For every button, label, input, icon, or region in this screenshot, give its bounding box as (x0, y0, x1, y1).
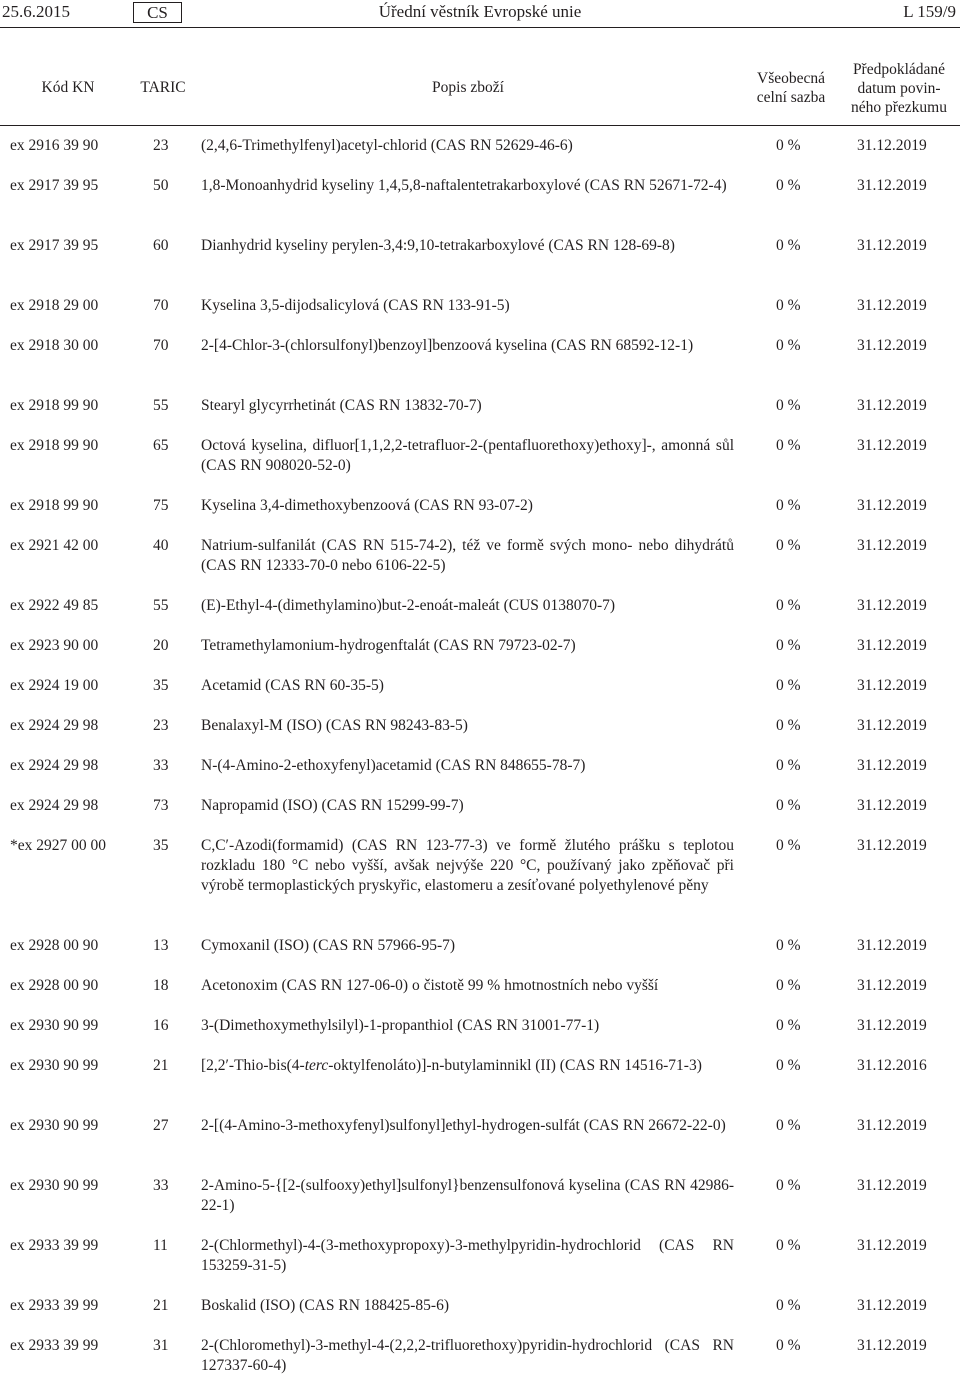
table-row (0, 1228, 960, 1288)
table-row (0, 488, 960, 528)
duty-rate-cell: 0 % (776, 297, 801, 314)
column-header-date-line: datum povin- (857, 80, 941, 97)
review-date-cell: 31.12.2019 (857, 1237, 927, 1254)
description-cell: Cymoxanil (ISO) (CAS RN 57966-95-7) (201, 937, 456, 954)
column-header-kn: Kód KN (41, 79, 95, 96)
duty-rate-cell: 0 % (776, 977, 801, 994)
page-header (0, 0, 960, 26)
review-date-cell: 31.12.2019 (857, 837, 927, 854)
taric-code-cell: 35 (153, 677, 169, 694)
taric-code-cell: 55 (153, 597, 169, 614)
description-cell: Natrium-sulfanilát (CAS RN 515-74-2), též ve formě svých mono- nebo dihydrátů (CAS RN 12333-70-0 nebo 6106-22-5) (201, 537, 734, 574)
column-header-rate-line: celní sazba (756, 89, 826, 106)
description-cell: Boskalid (ISO) (CAS RN 188425-85-6) (201, 1297, 449, 1314)
page-reference: L 159/9 (903, 2, 956, 21)
description-cell: C,C′-Azodi(formamid) (CAS RN 123-77-3) ve formě žlutého prášku s teplotou rozkladu 180 °C nebo vyšší, avšak nejvýše 220 °C, používaný jako zpěňovač při výrobě termoplastických pryskyřic, elastomeru a zesíťované polyethylenové pěny (201, 837, 734, 894)
table-row (0, 668, 960, 708)
review-date-cell: 31.12.2019 (857, 537, 927, 554)
table-row (0, 628, 960, 668)
publication-date: 25.6.2015 (2, 2, 70, 21)
taric-code-cell: 16 (153, 1017, 169, 1034)
duty-rate-cell: 0 % (776, 437, 801, 454)
taric-code-cell: 60 (153, 237, 169, 254)
taric-code-cell: 21 (153, 1057, 169, 1074)
kn-code-cell: ex 2918 99 90 (10, 397, 99, 414)
table-row (0, 228, 960, 288)
table-header (0, 28, 960, 124)
duty-rate-cell: 0 % (776, 177, 801, 194)
review-date-cell: 31.12.2019 (857, 1297, 927, 1314)
taric-code-cell: 13 (153, 937, 169, 954)
review-date-cell: 31.12.2019 (857, 1337, 927, 1354)
taric-code-cell: 70 (153, 297, 169, 314)
table-row (0, 388, 960, 428)
duty-rate-cell: 0 % (776, 1297, 801, 1314)
table-row (0, 748, 960, 788)
review-date-cell: 31.12.2019 (857, 717, 927, 734)
description-cell: Kyselina 3,5-dijodsalicylová (CAS RN 133-91-5) (201, 297, 510, 314)
column-header-description: Popis zboží (432, 79, 504, 96)
table-row (0, 708, 960, 748)
description-cell: (2,4,6-Trimethylfenyl)acetyl-chlorid (CAS RN 52629-46-6) (201, 137, 573, 154)
duty-rate-cell: 0 % (776, 1237, 801, 1254)
kn-code-cell: ex 2924 19 00 (10, 677, 99, 694)
description-cell: Kyselina 3,4-dimethoxybenzoová (CAS RN 93-07-2) (201, 497, 533, 514)
duty-rate-cell: 0 % (776, 537, 801, 554)
review-date-cell: 31.12.2019 (857, 177, 927, 194)
review-date-cell: 31.12.2016 (857, 1057, 927, 1074)
table-row (0, 1168, 960, 1228)
review-date-cell: 31.12.2019 (857, 337, 927, 354)
duty-rate-cell: 0 % (776, 937, 801, 954)
duty-rate-cell: 0 % (776, 137, 801, 154)
description-cell: 3-(Dimethoxymethylsilyl)-1-propanthiol (CAS RN 31001-77-1) (201, 1017, 600, 1034)
description-cell: 2-Amino-5-{[2-(sulfooxy)ethyl]sulfonyl}benzensulfonová kyselina (CAS RN 42986-22-1) (201, 1177, 734, 1214)
description-cell: Octová kyselina, difluor[1,1,2,2-tetrafluor-2-(pentafluorethoxy)ethoxy]-, amonná sůl (CAS RN 908020-52-0) (201, 437, 734, 474)
column-header-date-line: ného přezkumu (851, 99, 947, 116)
table-row (0, 288, 960, 328)
description-cell: Stearyl glycyrrhetinát (CAS RN 13832-70-7) (201, 397, 482, 414)
kn-code-cell: ex 2922 49 85 (10, 597, 99, 614)
kn-code-cell: *ex 2927 00 00 (10, 837, 107, 854)
kn-code-cell: ex 2918 99 90 (10, 437, 99, 454)
table-row (0, 128, 960, 168)
duty-rate-cell: 0 % (776, 337, 801, 354)
column-header-date (840, 60, 958, 117)
kn-code-cell: ex 2918 30 00 (10, 337, 99, 354)
review-date-cell: 31.12.2019 (857, 1117, 927, 1134)
review-date-cell: 31.12.2019 (857, 1177, 927, 1194)
description-cell: 1,8-Monoanhydrid kyseliny 1,4,5,8-naftalentetrakarboxylové (CAS RN 52671-72-4) (201, 177, 727, 194)
review-date-cell: 31.12.2019 (857, 937, 927, 954)
description-cell: Tetramethylamonium-hydrogenftalát (CAS RN 79723-02-7) (201, 637, 576, 654)
language-box: CS (133, 2, 182, 23)
column-header-date-line: Předpokládané (852, 61, 946, 78)
duty-rate-cell: 0 % (776, 1177, 801, 1194)
table-row (0, 828, 960, 928)
taric-code-cell: 40 (153, 537, 169, 554)
kn-code-cell: ex 2924 29 98 (10, 797, 99, 814)
duty-rate-cell: 0 % (776, 497, 801, 514)
review-date-cell: 31.12.2019 (857, 977, 927, 994)
taric-code-cell: 55 (153, 397, 169, 414)
description-cell: Benalaxyl-M (ISO) (CAS RN 98243-83-5) (201, 717, 468, 734)
description-cell: Acetonoxim (CAS RN 127-06-0) o čistotě 99 % hmotnostních nebo vyšší (201, 977, 659, 994)
column-header-rate (745, 69, 837, 107)
review-date-cell: 31.12.2019 (857, 237, 927, 254)
taric-code-cell: 65 (153, 437, 169, 454)
description-cell: Dianhydrid kyseliny perylen-3,4:9,10-tetrakarboxylové (CAS RN 128-69-8) (201, 237, 675, 254)
kn-code-cell: ex 2924 29 98 (10, 757, 99, 774)
review-date-cell: 31.12.2019 (857, 497, 927, 514)
description-fragment: terc (304, 1057, 329, 1074)
kn-code-cell: ex 2917 39 95 (10, 177, 99, 194)
kn-code-cell: ex 2923 90 00 (10, 637, 99, 654)
taric-code-cell: 70 (153, 337, 169, 354)
table-row (0, 168, 960, 228)
table-row (0, 968, 960, 1008)
table-row (0, 428, 960, 488)
table-row (0, 588, 960, 628)
table-row (0, 1328, 960, 1388)
journal-title: Úřední věstník Evropské unie (378, 2, 582, 21)
table-header-rule (0, 125, 960, 126)
taric-code-cell: 73 (153, 797, 169, 814)
kn-code-cell: ex 2918 29 00 (10, 297, 99, 314)
review-date-cell: 31.12.2019 (857, 297, 927, 314)
taric-code-cell: 75 (153, 497, 169, 514)
kn-code-cell: ex 2933 39 99 (10, 1297, 99, 1314)
taric-code-cell: 35 (153, 837, 169, 854)
taric-code-cell: 27 (153, 1117, 169, 1134)
description-cell: Napropamid (ISO) (CAS RN 15299-99-7) (201, 797, 464, 814)
description-cell: 2-(Chlormethyl)-4-(3-methoxypropoxy)-3-methylpyridin-hydrochlorid (CAS RN 153259-31-5) (201, 1237, 734, 1274)
taric-code-cell: 11 (153, 1237, 168, 1254)
kn-code-cell: ex 2917 39 95 (10, 237, 99, 254)
duty-rate-cell: 0 % (776, 1057, 801, 1074)
kn-code-cell: ex 2930 90 99 (10, 1177, 99, 1194)
duty-rate-cell: 0 % (776, 237, 801, 254)
duty-rate-cell: 0 % (776, 797, 801, 814)
table-row (0, 928, 960, 968)
table-row (0, 1008, 960, 1048)
kn-code-cell: ex 2930 90 99 (10, 1117, 99, 1134)
review-date-cell: 31.12.2019 (857, 637, 927, 654)
duty-rate-cell: 0 % (776, 397, 801, 414)
description-cell: 2-[(4-Amino-3-methoxyfenyl)sulfonyl]ethyl-hydrogen-sulfát (CAS RN 26672-22-0) (201, 1117, 726, 1134)
duty-rate-cell: 0 % (776, 1117, 801, 1134)
review-date-cell: 31.12.2019 (857, 137, 927, 154)
description-cell: 2-[4-Chlor-3-(chlorsulfonyl)benzoyl]benzoová kyselina (CAS RN 68592-12-1) (201, 337, 694, 354)
kn-code-cell: ex 2924 29 98 (10, 717, 99, 734)
taric-code-cell: 21 (153, 1297, 169, 1314)
kn-code-cell: ex 2928 00 90 (10, 937, 99, 954)
kn-code-cell: ex 2921 42 00 (10, 537, 99, 554)
duty-rate-cell: 0 % (776, 597, 801, 614)
kn-code-cell: ex 2928 00 90 (10, 977, 99, 994)
taric-code-cell: 20 (153, 637, 169, 654)
review-date-cell: 31.12.2019 (857, 1017, 927, 1034)
duty-rate-cell: 0 % (776, 1017, 801, 1034)
taric-code-cell: 23 (153, 137, 169, 154)
taric-code-cell: 50 (153, 177, 169, 194)
table-row (0, 328, 960, 388)
column-header-taric: TARIC (140, 79, 186, 96)
review-date-cell: 31.12.2019 (857, 757, 927, 774)
review-date-cell: 31.12.2019 (857, 797, 927, 814)
taric-code-cell: 31 (153, 1337, 169, 1354)
table-row (0, 788, 960, 828)
kn-code-cell: ex 2933 39 99 (10, 1337, 99, 1354)
table-row (0, 1288, 960, 1328)
kn-code-cell: ex 2916 39 90 (10, 137, 99, 154)
description-cell (201, 1056, 734, 1076)
kn-code-cell: ex 2933 39 99 (10, 1237, 99, 1254)
duty-rate-cell: 0 % (776, 837, 801, 854)
kn-code-cell: ex 2918 99 90 (10, 497, 99, 514)
column-header-rate-line: Všeobecná (757, 70, 825, 87)
kn-code-cell: ex 2930 90 99 (10, 1017, 99, 1034)
review-date-cell: 31.12.2019 (857, 437, 927, 454)
review-date-cell: 31.12.2019 (857, 597, 927, 614)
taric-code-cell: 33 (153, 1177, 169, 1194)
duty-rate-cell: 0 % (776, 637, 801, 654)
taric-code-cell: 23 (153, 717, 169, 734)
taric-code-cell: 33 (153, 757, 169, 774)
taric-code-cell: 18 (153, 977, 169, 994)
description-fragment: -oktylfenoláto)]-n-butylaminnikl (II) (CAS RN 14516-71-3) (328, 1057, 702, 1074)
description-cell: 2-(Chloromethyl)-3-methyl-4-(2,2,2-trifluorethoxy)pyridin-hydrochlorid (CAS RN 127337-60-4) (201, 1337, 734, 1374)
description-cell: Acetamid (CAS RN 60-35-5) (201, 677, 384, 694)
description-cell: N-(4-Amino-2-ethoxyfenyl)acetamid (CAS RN 848655-78-7) (201, 757, 586, 774)
duty-rate-cell: 0 % (776, 757, 801, 774)
description-cell: (E)-Ethyl-4-(dimethylamino)but-2-enoát-maleát (CUS 0138070-7) (201, 597, 616, 614)
duty-rate-cell: 0 % (776, 717, 801, 734)
description-fragment: [2,2′-Thio-bis(4- (201, 1057, 305, 1074)
table-row (0, 528, 960, 588)
duty-rate-cell: 0 % (776, 677, 801, 694)
review-date-cell: 31.12.2019 (857, 677, 927, 694)
duty-rate-cell: 0 % (776, 1337, 801, 1354)
review-date-cell: 31.12.2019 (857, 397, 927, 414)
table-row (0, 1108, 960, 1168)
table-row (0, 1048, 960, 1108)
kn-code-cell: ex 2930 90 99 (10, 1057, 99, 1074)
